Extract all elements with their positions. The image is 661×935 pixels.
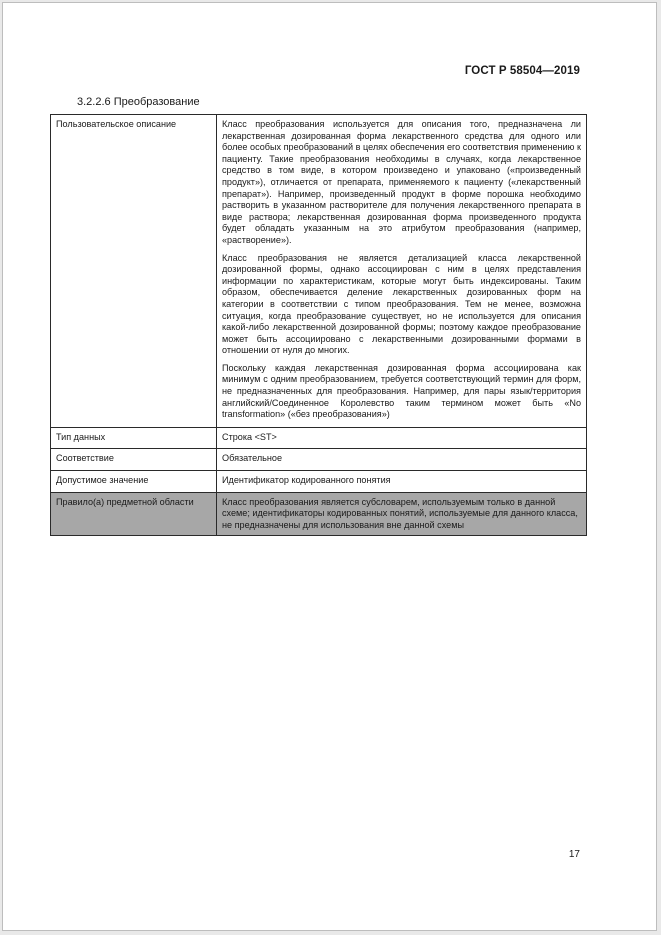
row-label: Тип данных — [51, 427, 217, 449]
row-label: Соответствие — [51, 449, 217, 471]
row-label: Пользовательское описание — [51, 115, 217, 428]
row-value: Обязательное — [217, 449, 587, 471]
description-paragraph: Класс преобразования не является детализацией класса лекарственной дозированной формы, однако ассоциирован с ним в целях представления информации по характеристикам, которые могут быть индексированы. Таким образом, обеспечивается деление лекарственных дозированных форм на категории в соответствии с типом преобразования. Тем не менее, возможна ситуация, когда преобразование существует, но не используется для описания какой-либо лекарственной дозированной формы; поэтому каждое преобразование может быть ассоциировано с лекарственными дозированными формами в отношении от нуля до многих. — [222, 252, 581, 356]
table-row-allowed-value — [51, 471, 587, 493]
description-cell — [217, 115, 587, 428]
row-label: Правило(а) предметной области — [51, 492, 217, 536]
row-value: Класс преобразования является субсловарем, используемым только в данной схеме; идентификаторы кодированных понятий, используемые для данного класса, не предназначены для использования вне данной схемы — [217, 492, 587, 536]
section-title: 3.2.2.6 Преобразование — [77, 96, 200, 108]
table-row-description — [51, 115, 587, 428]
row-value: Строка <ST> — [217, 427, 587, 449]
table-row-conformance — [51, 449, 587, 471]
description-paragraph: Класс преобразования используется для описания того, предназначена ли лекарственная дозированная форма лекарственного средства для одного или более особых преобразований в целях обеспечения его соответствия применению к пациенту. Такие преобразования необходимы в случаях, когда лекарственное средство в том виде, в котором произведено и упаковано («произведенный продукт»), отличается от препарата, применяемого к пациенту («лекарственный препарат»). Например, произведенный продукт в форме порошка необходимо растворить в указанном растворителе для получения лекарственного препарата в виде раствора; лекарственная дозированная форма произведенного продукта будет обладать указанным на это атрибутом преобразования (например, «растворение»). — [222, 119, 581, 245]
table-row-domain-rules — [51, 492, 587, 536]
document-page — [2, 2, 657, 931]
attribute-table — [50, 114, 587, 536]
row-value: Идентификатор кодированного понятия — [217, 471, 587, 493]
page-number: 17 — [568, 849, 580, 860]
description-paragraph: Поскольку каждая лекарственная дозированная форма ассоциирована как минимум с одним преобразованием, требуется соответствующий термин для форм, не предназначенных для преобразования. Например, для пары язык/территория английский/Соединенное Королевство таким термином может быть «No transformation» («без преобразования») — [222, 362, 581, 420]
row-label: Допустимое значение — [51, 471, 217, 493]
table-row-data-type — [51, 427, 587, 449]
standard-header: ГОСТ Р 58504—2019 — [464, 65, 580, 77]
